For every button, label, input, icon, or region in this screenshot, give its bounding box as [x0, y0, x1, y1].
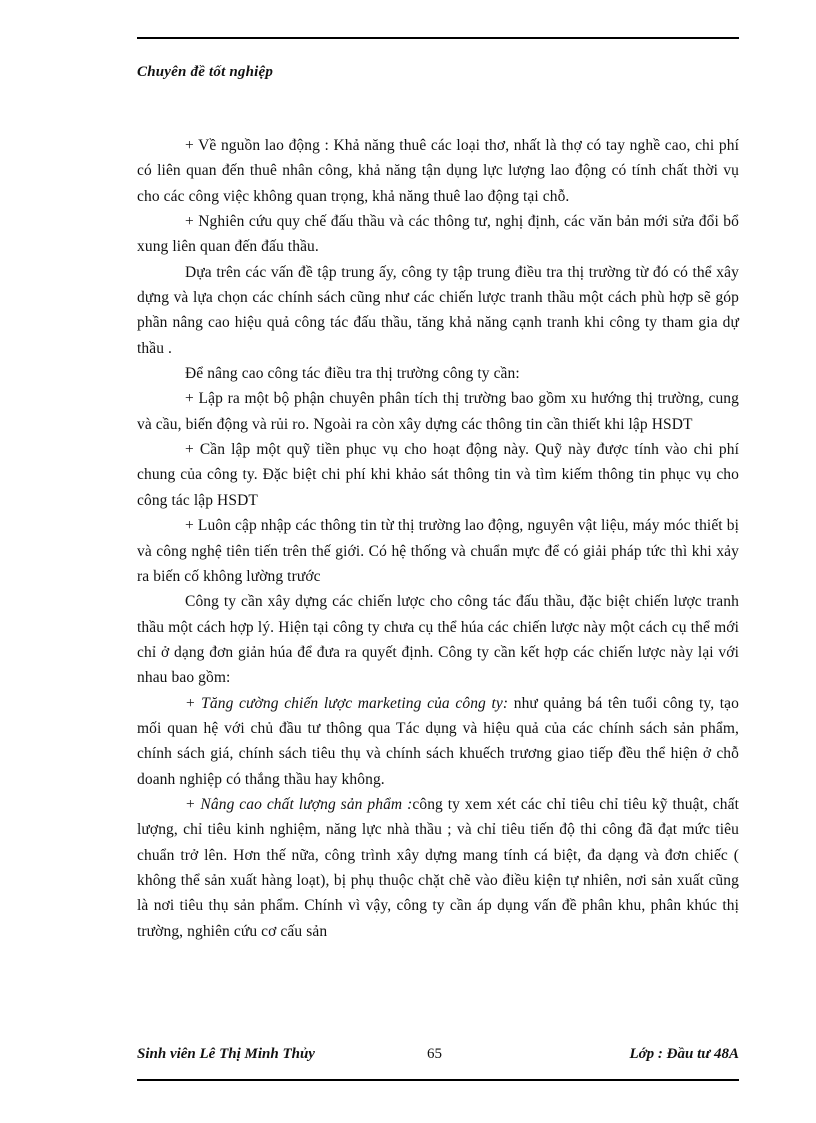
- paragraph-labor-source: [137, 133, 739, 209]
- header-rule: [137, 37, 739, 39]
- paragraph-text: như quảng bá tên tuổi công ty, tạo mối quan hệ với chủ đầu tư thông qua Tác dụng và hiệu quả của các chính sách sản phẩm, chính sách giá, chính sách tiêu thụ và chính sách khuếch trương giao tiếp đều thể hiện ở chỗ doanh nghiệp có thắng thầu hay không.: [137, 694, 740, 788]
- paragraph-lead: + Tăng cường chiến lược marketing của công ty:: [185, 694, 509, 712]
- paragraph-lead: + Nâng cao chất lượng sản phẩm :: [185, 795, 413, 813]
- document-header-title: Chuyên đề tốt nghiệp: [137, 64, 274, 80]
- paragraph-text: Để nâng cao công tác điều tra thị trường công ty cần:: [185, 365, 520, 383]
- paragraph-text: + Nghiên cứu quy chế đấu thầu và các thông tư, nghị định, các văn bản mới sửa đổi bổ xung liên quan đến đấu thầu.: [137, 213, 739, 256]
- paragraph-text: Dựa trên các vấn đề tập trung ấy, công ty tập trung điều tra thị trường từ đó có thể xây dựng và lựa chọn các chính sách cũng như các chiến lược tranh thầu một cách phù hợp sẽ góp phần nâng cao hiệu quả công tác đấu thầu, tăng khả năng cạnh tranh khi công ty tham gia dự thầu .: [137, 263, 739, 357]
- paragraph-text: + Về nguồn lao động : Khả năng thuê các loại thơ, nhất là thợ có tay nghề cao, chi phí có liên quan đến thuê nhân công, khả năng tận dụng lực lượng lao động có tính chất thời vụ cho các công việc không quan trọng, khả năng thuê lao động tại chỗ.: [137, 137, 739, 205]
- paragraph-analysis-department: [137, 386, 739, 437]
- paragraph-text: + Luôn cập nhập các thông tin từ thị trường lao động, nguyên vật liệu, máy móc thiết bị và công nghệ tiên tiến trên thế giới. Có hệ thống và chuẩn mực để có giải pháp tức thì khi xảy ra biến cố không lường trước: [137, 517, 739, 585]
- paragraph-marketing: [137, 691, 739, 792]
- paragraph-fund: [137, 437, 739, 513]
- footer-student-name: Sinh viên Lê Thị Minh Thủy: [137, 1046, 315, 1062]
- paragraph-text: công ty xem xét các chỉ tiêu chỉ tiêu kỹ thuật, chất lượng, chỉ tiêu kinh nghiệm, năng lực nhà thầu ; và chỉ tiêu tiến độ thi công đã đạt mức tiêu chuẩn trở lên. Hơn thế nữa, công trình xây dựng mang tính cá biệt, đa dạng và đơn chiếc ( không thể sản xuất hàng loạt), bị phụ thuộc chặt chẽ vào điều kiện tự nhiên, nơi sản xuất cũng là nơi tiêu thụ sản phẩm. Chính vì vậy, công ty cần áp dụng vấn đề phân khu, phân khúc thị trường, nghiên cứu cơ cấu sản: [137, 795, 740, 940]
- footer-rule: [137, 1079, 739, 1081]
- document-body: [137, 133, 739, 944]
- paragraph-bidding-regulations: [137, 209, 739, 260]
- paragraph-quality: [137, 792, 739, 944]
- paragraph-improve-research: [137, 361, 739, 386]
- paragraph-text: Công ty cần xây dựng các chiến lược cho công tác đấu thầu, đặc biệt chiến lược tranh thầu một cách hợp lý. Hiện tại công ty chưa cụ thể húa các chiến lược này một cách cụ thể mới chỉ ở dạng đơn giản húa để đưa ra quyết định. Công ty cần kết hợp các chiến lược này lại với nhau bao gồm:: [137, 593, 739, 687]
- paragraph-strategies: [137, 589, 739, 690]
- paragraph-text: + Lập ra một bộ phận chuyên phân tích thị trường bao gồm xu hướng thị trường, cung và cầu, biến động và rủi ro. Ngoài ra còn xây dựng các thông tin cần thiết khi lập HSDT: [137, 390, 739, 433]
- footer-page-number: 65: [427, 1046, 442, 1062]
- paragraph-update-info: [137, 513, 739, 589]
- paragraph-market-research: [137, 260, 739, 361]
- footer-class-label: Lớp : Đầu tư 48A: [629, 1046, 739, 1062]
- paragraph-text: + Cần lập một quỹ tiền phục vụ cho hoạt động này. Quỹ này được tính vào chi phí chung của công ty. Đặc biệt chi phí khi khảo sát thông tin và tìm kiếm thông tin phục vụ cho công tác lập HSDT: [137, 441, 739, 509]
